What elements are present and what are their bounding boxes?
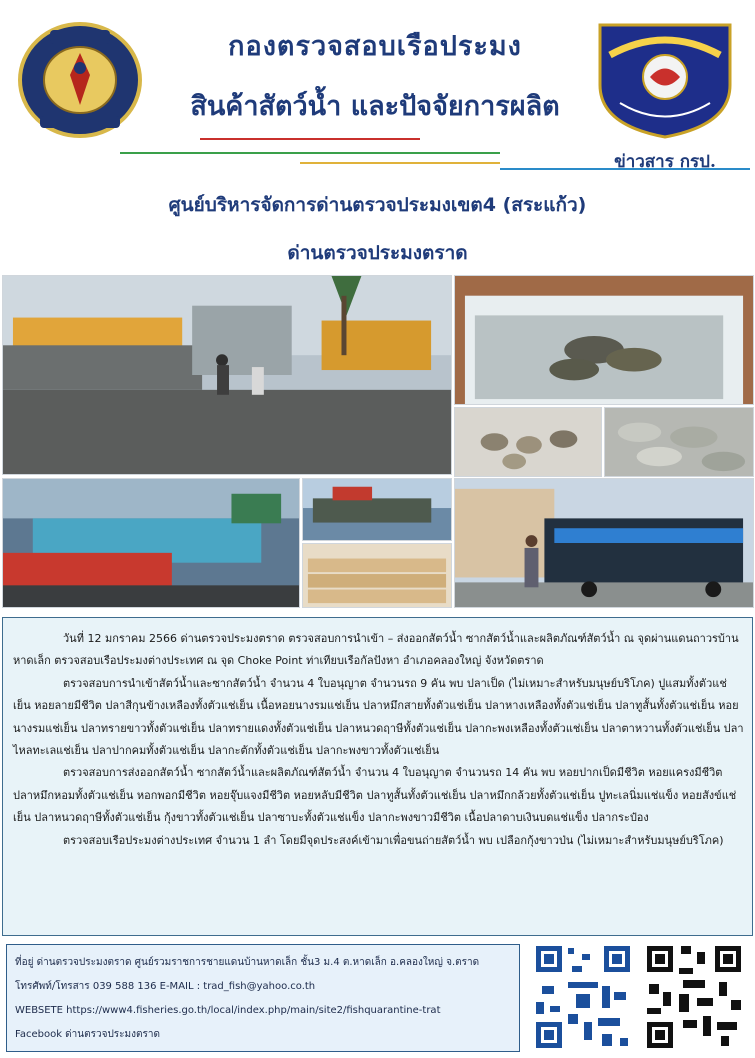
contact-website: WEBSETE https://www4.fisheries.go.th/local/index.php/main/site2/fishquarantine-trat	[15, 1005, 441, 1016]
news-body-panel	[2, 617, 753, 936]
covered-truck-inspection-photo	[454, 478, 754, 608]
header	[0, 0, 755, 180]
subtitle-center-name: ศูนย์บริหารจัดการด่านตรวจประมงเขต4 (สระแก้ว)	[168, 194, 587, 216]
paragraph-summary: วันที่ 12 มกราคม 2566 ด่านตรวจประมงตราด ตรวจสอบการนำเข้า – ส่งออกสัตว์น้ำ ซากสัตว์น้ำและผลิตภัณฑ์สัตว์น้ำ ณ จุดผ่านแดนถาวรบ้านหาดเล็ก ตรวจสอบเรือประมงต่างประเทศ ณ จุด Choke Point ท่าเทียบเรือกัลปังหา อำเภอคลองใหญ่ จังหวัดตราด	[13, 632, 739, 668]
news-label: ข่าวสาร กรป.	[614, 152, 716, 172]
boat-with-sacks-photo	[2, 478, 300, 608]
divider-line-gold	[300, 162, 500, 164]
fishery-inspection-badge	[590, 15, 740, 140]
contact-info-box	[6, 944, 520, 1052]
divider-line-green	[120, 152, 500, 154]
contact-phone-email: โทรศัพท์/โทรสาร 039 588 136 E-MAIL : trad_fish@yahoo.co.th	[15, 981, 316, 992]
paragraph-exports: ตรวจสอบการส่งออกสัตว์น้ำ ซากสัตว์น้ำและผลิตภัณฑ์สัตว์น้ำ จำนวน 4 ใบอนุญาต จำนวนรถ 14 คัน พบ หอยปากเป็ดมีชีวิต หอยแครงมีชีวิต ปลาหมึกหอมทั้งตัวแช่เย็น หอกพอกมีชีวิต หอยจุ๊บแจงมีชีวิต หอยหลับมีชีวิต ปลาทูสั้นทั้งตัวแช่เย็น ปลาหมึกกล้วยทั้งตัวแช่เย็น ปูทะเลนิ่มแช่แข็ง หอยสังข์แช่เย็น ปลาหนวดฤาษีทั้งตัวแช่เย็น กุ้งขาวทั้งตัวแช่เย็น ปลาซาบะทั้งตัวแช่แข็ง ปลากะพงขาวมีชีวิต เนื้อปลาดาบเงินบดแช่แข็ง ปลากระป๋อง	[13, 766, 737, 825]
contact-address: ที่อยู่ ด่านตรวจประมงตราด ศูนย์รวมราชการชายแดนบ้านหาดเล็ก ชั้น3 ม.4 ต.หาดเล็ก อ.คลองใหญ่ จ.ตราด	[15, 957, 480, 968]
trucks-at-checkpoint-photo	[2, 275, 452, 475]
paragraph-foreign-vessel: ตรวจสอบเรือประมงต่างประเทศ จำนวน 1 ลำ โดยมีจุดประสงค์เข้ามาเพื่อขนถ่ายสัตว์น้ำ พบ เปลือกกุ้งขาวป่น (ไม่เหมาะสำหรับมนุษย์บริโภค)	[63, 833, 724, 847]
fishing-boat-at-pier-photo	[302, 478, 452, 541]
stacked-boxes-photo	[302, 543, 452, 608]
frozen-fish-box-photo	[454, 275, 754, 405]
header-title-line1: กองตรวจสอบเรือประมง	[228, 31, 522, 62]
divider-line-red	[200, 138, 420, 140]
department-of-fisheries-logo	[10, 20, 150, 140]
paragraph-imports: ตรวจสอบการนำเข้าสัตว์น้ำและซากสัตว์น้ำ จำนวน 4 ใบอนุญาต จำนวนรถ 9 คัน พบ ปลาเป็ด (ไม่เหมาะสำหรับมนุษย์บริโภค) ปูแสมทั้งตัวแช่เย็น หอยลายมีชีวิต ปลาสีกุนข้างเหลืองทั้งตัวแช่เย็น เนื้อหอยนางรมแช่เย็น ปลาหมึกสายทั้งตัวแช่เย็น ปลาหางเหลืองทั้งตัวแช่เย็น ปลาทูสั้นทั้งตัวแช่เย็น หอยนางรมแช่เย็น ปลาทรายขาวทั้งตัวแช่เย็น ปลาทรายแดงทั้งตัวแช่เย็น ปลาหนวดฤาษีทั้งตัวแช่เย็น ปลากะพงเหลืองทั้งตัวแช่เย็น ปลาตาหวานทั้งตัวแช่เย็น ปลาไหลทะเลแช่เย็น ปลาปากคมทั้งตัวแช่เย็น ปลากะตักทั้งตัวแช่เย็น ปลากะพงขาวทั้งตัวแช่เย็น	[13, 676, 744, 758]
contact-facebook: Facebook ด่านตรวจประมงตราด	[15, 1029, 160, 1040]
header-title-line2: สินค้าสัตว์น้ำ และปัจจัยการผลิต	[190, 91, 560, 122]
qr-code-website[interactable]	[532, 942, 634, 1052]
shellfish-photo	[454, 407, 602, 477]
tilapia-photo	[604, 407, 754, 477]
qr-code-facebook[interactable]	[643, 942, 745, 1052]
subtitle-checkpoint-name: ด่านตรวจประมงตราด	[287, 242, 468, 264]
